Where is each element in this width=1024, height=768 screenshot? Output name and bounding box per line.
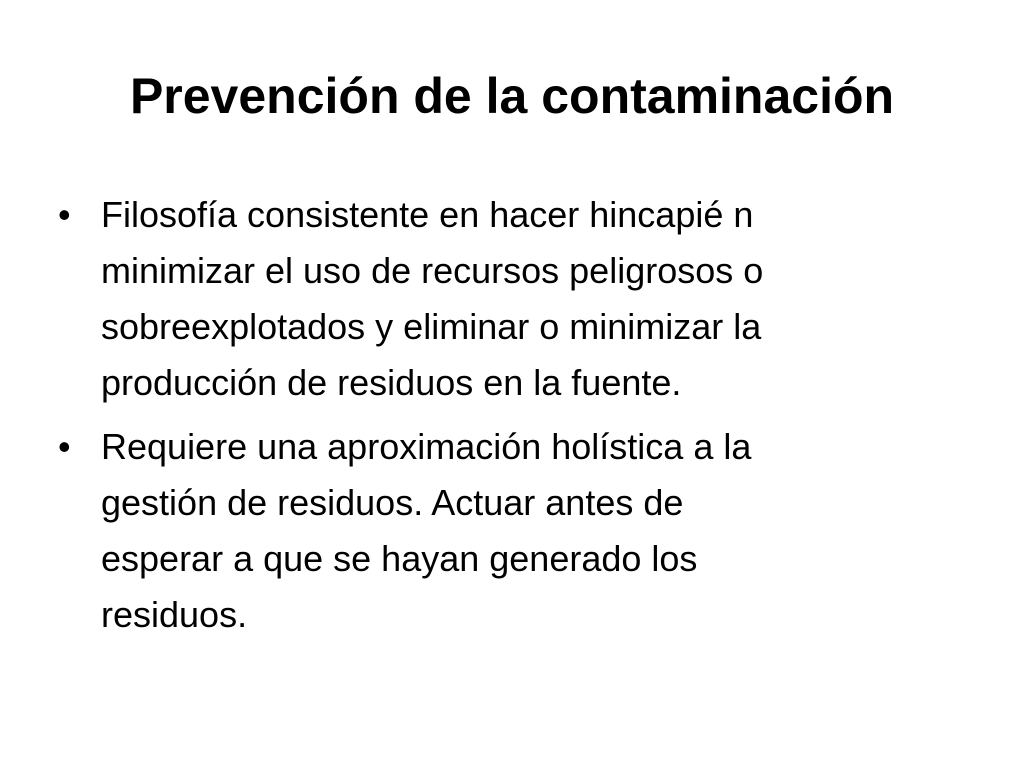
bullet-text-line: sobreexplotados y eliminar o minimizar la (101, 306, 762, 347)
bullet-item (56, 187, 956, 411)
bullet-list (56, 187, 956, 651)
bullet-text-line: minimizar el uso de recursos peligrosos o (101, 250, 764, 291)
bullet-text-line: Filosofía consistente en hacer hincapié n (101, 194, 754, 235)
bullet-dot: • (58, 194, 71, 235)
slide-title: Prevención de la contaminación (129, 68, 895, 124)
bullet-text-line: producción de residuos en la fuente. (101, 362, 682, 403)
bullet-item (56, 419, 956, 643)
bullet-text-line: esperar a que se hayan generado los (101, 538, 698, 579)
bullet-text-line: Requiere una aproximación holística a la (101, 426, 752, 467)
bullet-text-line: gestión de residuos. Actuar antes de (101, 482, 684, 523)
bullet-dot: • (58, 426, 71, 467)
bullet-text-line: residuos. (101, 594, 248, 635)
